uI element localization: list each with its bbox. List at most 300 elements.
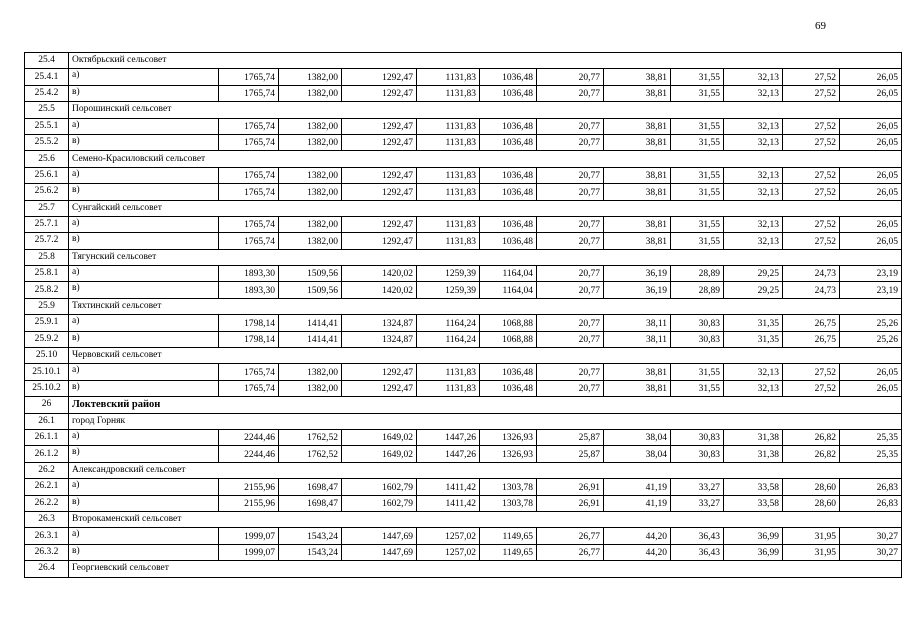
section-row [25, 511, 902, 527]
table-row [25, 380, 902, 396]
value-cell: 1765,74 [219, 364, 279, 380]
row-code: 26.1.2 [25, 446, 69, 462]
section-row [25, 462, 902, 478]
row-label: а) [69, 479, 219, 495]
section-title: Александровский сельсовет [69, 462, 902, 478]
value-cell: 28,89 [671, 282, 724, 298]
value-cell: 2244,46 [219, 446, 279, 462]
section-title: город Горняк [69, 413, 902, 429]
value-cell: 1036,48 [480, 380, 537, 396]
section-title: Георгиевский сельсовет [69, 561, 902, 577]
value-cell: 25,87 [537, 446, 604, 462]
value-cell: 31,38 [724, 446, 783, 462]
value-cell: 31,55 [671, 233, 724, 249]
value-cell: 20,77 [537, 69, 604, 85]
table-row [25, 282, 902, 298]
value-cell: 44,20 [604, 544, 671, 560]
value-cell: 28,60 [783, 495, 840, 511]
value-cell: 1602,79 [342, 495, 417, 511]
row-code: 25.7 [25, 200, 69, 216]
value-cell: 1765,74 [219, 85, 279, 101]
row-code: 25.4.2 [25, 85, 69, 101]
section-title: Тяхтинский сельсовет [69, 298, 902, 314]
value-cell: 27,52 [783, 69, 840, 85]
row-code: 25.10.1 [25, 364, 69, 380]
row-code: 26.4 [25, 561, 69, 577]
value-cell: 1164,04 [480, 282, 537, 298]
section-title: Порошинский сельсовет [69, 102, 902, 118]
value-cell: 1411,42 [417, 495, 480, 511]
value-cell: 1509,56 [279, 266, 342, 282]
value-cell: 25,87 [537, 429, 604, 445]
section-row [25, 561, 902, 577]
value-cell: 1292,47 [342, 69, 417, 85]
value-cell: 1798,14 [219, 315, 279, 331]
value-cell: 1765,74 [219, 118, 279, 134]
value-cell: 1131,83 [417, 364, 480, 380]
value-cell: 30,83 [671, 429, 724, 445]
value-cell: 32,13 [724, 364, 783, 380]
value-cell: 1447,26 [417, 429, 480, 445]
section-title: Тягунский сельсовет [69, 249, 902, 265]
section-row [25, 53, 902, 69]
value-cell: 1765,74 [219, 184, 279, 200]
value-cell: 1649,02 [342, 446, 417, 462]
value-cell: 20,77 [537, 331, 604, 347]
value-cell: 26,77 [537, 528, 604, 544]
value-cell: 1131,83 [417, 233, 480, 249]
value-cell: 1036,48 [480, 85, 537, 101]
value-cell: 1765,74 [219, 380, 279, 396]
section-row [25, 249, 902, 265]
value-cell: 1131,83 [417, 380, 480, 396]
value-cell: 1303,78 [480, 479, 537, 495]
value-cell: 44,20 [604, 528, 671, 544]
value-cell: 1382,00 [279, 118, 342, 134]
value-cell: 1765,74 [219, 233, 279, 249]
value-cell: 26,91 [537, 479, 604, 495]
row-label: в) [69, 331, 219, 347]
value-cell: 1036,48 [480, 167, 537, 183]
value-cell: 1292,47 [342, 167, 417, 183]
value-cell: 1149,65 [480, 528, 537, 544]
value-cell: 1382,00 [279, 216, 342, 232]
value-cell: 1292,47 [342, 134, 417, 150]
value-cell: 31,55 [671, 184, 724, 200]
row-code: 25.9.1 [25, 315, 69, 331]
section-row [25, 298, 902, 314]
value-cell: 31,35 [724, 315, 783, 331]
row-code: 25.5.1 [25, 118, 69, 134]
value-cell: 1326,93 [480, 446, 537, 462]
value-cell: 33,27 [671, 495, 724, 511]
row-code: 25.7.1 [25, 216, 69, 232]
value-cell: 26,05 [840, 364, 902, 380]
value-cell: 31,35 [724, 331, 783, 347]
value-cell: 1447,69 [342, 544, 417, 560]
table-row [25, 69, 902, 85]
value-cell: 1036,48 [480, 216, 537, 232]
value-cell: 38,81 [604, 118, 671, 134]
value-cell: 26,05 [840, 118, 902, 134]
value-cell: 20,77 [537, 266, 604, 282]
value-cell: 1292,47 [342, 118, 417, 134]
value-cell: 26,83 [840, 479, 902, 495]
table-row [25, 134, 902, 150]
value-cell: 1292,47 [342, 216, 417, 232]
value-cell: 1036,48 [480, 364, 537, 380]
table-row [25, 331, 902, 347]
value-cell: 41,19 [604, 479, 671, 495]
value-cell: 25,35 [840, 446, 902, 462]
value-cell: 1292,47 [342, 233, 417, 249]
value-cell: 27,52 [783, 233, 840, 249]
row-code: 25.9 [25, 298, 69, 314]
value-cell: 31,55 [671, 118, 724, 134]
table-row [25, 479, 902, 495]
row-label: в) [69, 184, 219, 200]
value-cell: 1543,24 [279, 528, 342, 544]
value-cell: 1131,83 [417, 184, 480, 200]
value-cell: 1131,83 [417, 118, 480, 134]
row-label: а) [69, 528, 219, 544]
value-cell: 1382,00 [279, 364, 342, 380]
value-cell: 1036,48 [480, 134, 537, 150]
value-cell: 1999,07 [219, 528, 279, 544]
value-cell: 32,13 [724, 216, 783, 232]
section-row [25, 413, 902, 429]
value-cell: 2155,96 [219, 479, 279, 495]
value-cell: 27,52 [783, 85, 840, 101]
table-row [25, 495, 902, 511]
table-row [25, 544, 902, 560]
row-label: а) [69, 216, 219, 232]
value-cell: 1257,02 [417, 544, 480, 560]
value-cell: 31,95 [783, 528, 840, 544]
value-cell: 1164,24 [417, 331, 480, 347]
value-cell: 26,75 [783, 331, 840, 347]
value-cell: 26,05 [840, 85, 902, 101]
value-cell: 36,43 [671, 528, 724, 544]
row-code: 25.8.1 [25, 266, 69, 282]
value-cell: 26,82 [783, 429, 840, 445]
value-cell: 36,19 [604, 266, 671, 282]
value-cell: 27,52 [783, 118, 840, 134]
value-cell: 38,81 [604, 69, 671, 85]
row-label: а) [69, 266, 219, 282]
value-cell: 1303,78 [480, 495, 537, 511]
value-cell: 20,77 [537, 233, 604, 249]
table-row [25, 233, 902, 249]
value-cell: 26,05 [840, 167, 902, 183]
value-cell: 31,38 [724, 429, 783, 445]
value-cell: 31,55 [671, 134, 724, 150]
section-title: Червовский сельсовет [69, 348, 902, 364]
value-cell: 1798,14 [219, 331, 279, 347]
value-cell: 20,77 [537, 315, 604, 331]
value-cell: 41,19 [604, 495, 671, 511]
value-cell: 26,05 [840, 233, 902, 249]
value-cell: 20,77 [537, 364, 604, 380]
value-cell: 30,27 [840, 528, 902, 544]
value-cell: 26,77 [537, 544, 604, 560]
value-cell: 1414,41 [279, 331, 342, 347]
value-cell: 20,77 [537, 134, 604, 150]
value-cell: 1259,39 [417, 266, 480, 282]
value-cell: 38,81 [604, 216, 671, 232]
value-cell: 1149,65 [480, 544, 537, 560]
value-cell: 36,43 [671, 544, 724, 560]
value-cell: 20,77 [537, 85, 604, 101]
value-cell: 26,91 [537, 495, 604, 511]
value-cell: 1762,52 [279, 446, 342, 462]
value-cell: 1131,83 [417, 134, 480, 150]
value-cell: 2244,46 [219, 429, 279, 445]
value-cell: 23,19 [840, 282, 902, 298]
value-cell: 31,55 [671, 167, 724, 183]
value-cell: 1893,30 [219, 266, 279, 282]
value-cell: 27,52 [783, 184, 840, 200]
value-cell: 27,52 [783, 380, 840, 396]
value-cell: 38,04 [604, 429, 671, 445]
value-cell: 1411,42 [417, 479, 480, 495]
value-cell: 1131,83 [417, 85, 480, 101]
value-cell: 28,60 [783, 479, 840, 495]
value-cell: 30,83 [671, 315, 724, 331]
value-cell: 26,05 [840, 69, 902, 85]
value-cell: 38,81 [604, 167, 671, 183]
value-cell: 1765,74 [219, 216, 279, 232]
section-row [25, 102, 902, 118]
value-cell: 26,75 [783, 315, 840, 331]
row-label: а) [69, 315, 219, 331]
value-cell: 38,81 [604, 364, 671, 380]
value-cell: 38,81 [604, 380, 671, 396]
value-cell: 20,77 [537, 216, 604, 232]
value-cell: 26,05 [840, 380, 902, 396]
value-cell: 29,25 [724, 282, 783, 298]
value-cell: 1036,48 [480, 233, 537, 249]
value-cell: 38,81 [604, 184, 671, 200]
row-label: а) [69, 118, 219, 134]
table-body [25, 53, 902, 578]
value-cell: 38,11 [604, 331, 671, 347]
value-cell: 32,13 [724, 134, 783, 150]
value-cell: 29,25 [724, 266, 783, 282]
value-cell: 20,77 [537, 380, 604, 396]
value-cell: 1447,69 [342, 528, 417, 544]
value-cell: 20,77 [537, 282, 604, 298]
value-cell: 32,13 [724, 184, 783, 200]
value-cell: 32,13 [724, 380, 783, 396]
value-cell: 32,13 [724, 69, 783, 85]
value-cell: 26,82 [783, 446, 840, 462]
value-cell: 26,05 [840, 134, 902, 150]
value-cell: 1382,00 [279, 380, 342, 396]
value-cell: 1292,47 [342, 380, 417, 396]
value-cell: 1257,02 [417, 528, 480, 544]
value-cell: 31,55 [671, 85, 724, 101]
value-cell: 33,58 [724, 479, 783, 495]
value-cell: 1382,00 [279, 85, 342, 101]
table-row [25, 429, 902, 445]
value-cell: 1765,74 [219, 134, 279, 150]
value-cell: 1131,83 [417, 167, 480, 183]
value-cell: 1131,83 [417, 216, 480, 232]
value-cell: 1164,24 [417, 315, 480, 331]
row-code: 26 [25, 397, 69, 413]
row-code: 25.6 [25, 151, 69, 167]
value-cell: 1420,02 [342, 266, 417, 282]
table-row [25, 216, 902, 232]
row-code: 26.2 [25, 462, 69, 478]
value-cell: 25,26 [840, 315, 902, 331]
row-code: 25.8.2 [25, 282, 69, 298]
tariff-table [24, 52, 902, 578]
value-cell: 1765,74 [219, 69, 279, 85]
section-row [25, 151, 902, 167]
table-row [25, 446, 902, 462]
value-cell: 20,77 [537, 118, 604, 134]
row-code: 26.3.2 [25, 544, 69, 560]
row-code: 25.5.2 [25, 134, 69, 150]
value-cell: 1068,88 [480, 315, 537, 331]
value-cell: 30,83 [671, 331, 724, 347]
row-code: 26.1.1 [25, 429, 69, 445]
value-cell: 1292,47 [342, 85, 417, 101]
value-cell: 1602,79 [342, 479, 417, 495]
value-cell: 1543,24 [279, 544, 342, 560]
row-label: в) [69, 495, 219, 511]
row-label: а) [69, 429, 219, 445]
value-cell: 20,77 [537, 167, 604, 183]
value-cell: 38,81 [604, 134, 671, 150]
table-row [25, 184, 902, 200]
table-row [25, 118, 902, 134]
value-cell: 1036,48 [480, 69, 537, 85]
value-cell: 32,13 [724, 118, 783, 134]
value-cell: 26,05 [840, 184, 902, 200]
row-code: 25.4.1 [25, 69, 69, 85]
value-cell: 36,19 [604, 282, 671, 298]
value-cell: 1036,48 [480, 184, 537, 200]
section-title: Октябрьский сельсовет [69, 53, 902, 69]
value-cell: 31,55 [671, 216, 724, 232]
row-code: 26.2.2 [25, 495, 69, 511]
value-cell: 38,81 [604, 233, 671, 249]
section-title: Сунгайский сельсовет [69, 200, 902, 216]
value-cell: 28,89 [671, 266, 724, 282]
row-code: 25.9.2 [25, 331, 69, 347]
value-cell: 36,99 [724, 544, 783, 560]
value-cell: 32,13 [724, 167, 783, 183]
value-cell: 1414,41 [279, 315, 342, 331]
value-cell: 38,04 [604, 446, 671, 462]
section-row [25, 200, 902, 216]
value-cell: 1420,02 [342, 282, 417, 298]
value-cell: 1509,56 [279, 282, 342, 298]
row-code: 25.10.2 [25, 380, 69, 396]
value-cell: 1447,26 [417, 446, 480, 462]
row-label: а) [69, 69, 219, 85]
value-cell: 1382,00 [279, 167, 342, 183]
value-cell: 1326,93 [480, 429, 537, 445]
value-cell: 24,73 [783, 266, 840, 282]
value-cell: 27,52 [783, 134, 840, 150]
row-code: 25.7.2 [25, 233, 69, 249]
row-label: а) [69, 167, 219, 183]
value-cell: 1698,47 [279, 495, 342, 511]
row-label: в) [69, 282, 219, 298]
table-row [25, 364, 902, 380]
value-cell: 1382,00 [279, 184, 342, 200]
value-cell: 27,52 [783, 364, 840, 380]
value-cell: 1324,87 [342, 331, 417, 347]
value-cell: 26,05 [840, 216, 902, 232]
value-cell: 30,27 [840, 544, 902, 560]
value-cell: 1068,88 [480, 331, 537, 347]
row-label: в) [69, 380, 219, 396]
district-row [25, 397, 902, 413]
value-cell: 1762,52 [279, 429, 342, 445]
value-cell: 1324,87 [342, 315, 417, 331]
row-code: 25.8 [25, 249, 69, 265]
page-number: 69 [815, 20, 826, 32]
value-cell: 27,52 [783, 216, 840, 232]
row-label: а) [69, 364, 219, 380]
table-row [25, 266, 902, 282]
value-cell: 32,13 [724, 85, 783, 101]
value-cell: 1259,39 [417, 282, 480, 298]
row-label: в) [69, 85, 219, 101]
value-cell: 33,27 [671, 479, 724, 495]
value-cell: 31,55 [671, 69, 724, 85]
row-code: 26.3 [25, 511, 69, 527]
value-cell: 31,55 [671, 364, 724, 380]
value-cell: 31,95 [783, 544, 840, 560]
table-row [25, 315, 902, 331]
value-cell: 1698,47 [279, 479, 342, 495]
value-cell: 36,99 [724, 528, 783, 544]
value-cell: 38,81 [604, 85, 671, 101]
row-code: 25.6.1 [25, 167, 69, 183]
value-cell: 1292,47 [342, 184, 417, 200]
row-code: 25.5 [25, 102, 69, 118]
section-row [25, 348, 902, 364]
value-cell: 25,26 [840, 331, 902, 347]
value-cell: 1036,48 [480, 118, 537, 134]
value-cell: 20,77 [537, 184, 604, 200]
district-title: Локтевский район [69, 397, 902, 413]
row-code: 25.4 [25, 53, 69, 69]
value-cell: 33,58 [724, 495, 783, 511]
table-row [25, 167, 902, 183]
section-title: Семено-Красиловский сельсовет [69, 151, 902, 167]
row-code: 26.3.1 [25, 528, 69, 544]
value-cell: 1999,07 [219, 544, 279, 560]
value-cell: 30,83 [671, 446, 724, 462]
value-cell: 26,83 [840, 495, 902, 511]
value-cell: 2155,96 [219, 495, 279, 511]
value-cell: 1649,02 [342, 429, 417, 445]
value-cell: 31,55 [671, 380, 724, 396]
value-cell: 38,11 [604, 315, 671, 331]
row-code: 26.1 [25, 413, 69, 429]
section-title: Второкаменский сельсовет [69, 511, 902, 527]
row-code: 26.2.1 [25, 479, 69, 495]
row-label: в) [69, 544, 219, 560]
row-label: в) [69, 446, 219, 462]
